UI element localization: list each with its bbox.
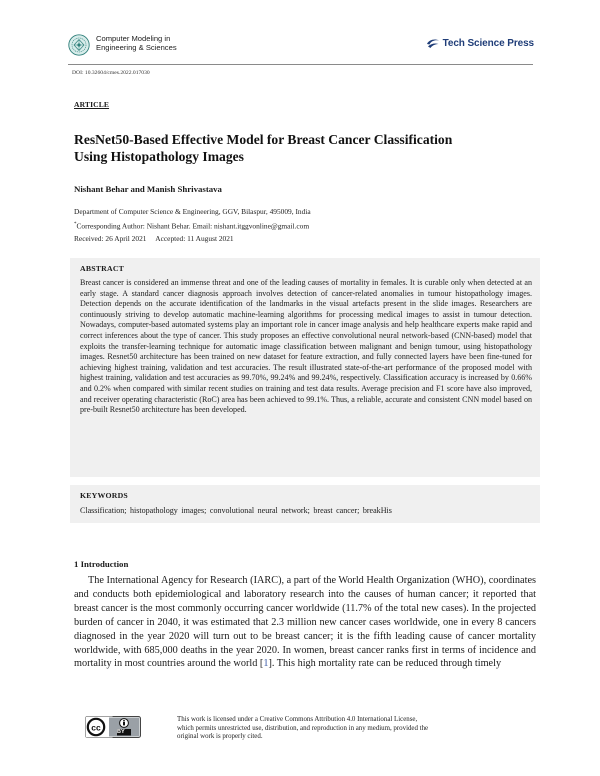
article-title: [74, 131, 544, 165]
cc-by-label: BY: [117, 729, 125, 735]
abstract-text: Breast cancer is considered an immense threat and one of the leading causes of mortality in females. It is curable only when detected at an early stage. A standard cancer diagnosis approach involves detection of cancer-related anomalies in tumour histopathology images. Detection depends on the accurate identification of the landmarks in the visual artefacts present in the slide images. Researchers are continuously striving to develop automatic machine-learning algorithms for processing medical images to assist in tumour detection. Nowadays, computer-based automated systems play an important role in cancer image analysis and help healthcare experts make rapid and correct inferences about the type of cancer. This study proposes an effective convolutional neural network-based (CNN-based) model that exploits the transfer-learning technique for automatic image classification between malignant and benign tumour, using histopathology images. Resnet50 architecture has been trained on new dataset for feature extraction, and fully connected layers have been fine-tuned for achieving highest training, validation and test accuracies. The result illustrated state-of-the-art performance of the proposed model with highest training, validation and test accuracies as 99.70%, 99.24% and 99.24%, respectively. Classification accuracy is increased by 0.66% and 0.2% when compared with similar recent studies on training and test data results. Average precision and F1 score have also improved, and receiver operating characteristic (RoC) area has been achieved to 99.1%. Thus, a reliable, accurate and consistent CNN model based on pre-built Resnet50 architecture has been developed.: [80, 278, 532, 415]
article-dates: Received: 26 April 2021 Accepted: 11 August 2021: [74, 234, 234, 243]
corresponding-author-text: Corresponding Author: Nishant Behar. Email: nishant.itggvonline@gmail.com: [76, 221, 310, 231]
journal-name: [96, 34, 177, 52]
keywords-text: Classification; histopathology images; convolutional neural network; breast cancer; breakHis: [80, 506, 392, 515]
creative-commons-by-icon: [85, 716, 141, 738]
publisher-name: Tech Science Press: [442, 38, 534, 49]
publisher-logo: [426, 38, 534, 49]
license-line3: original work is properly cited.: [177, 733, 263, 741]
license-line2: which permits unrestricted use, distribution, and reproduction in any medium, provided the: [177, 724, 429, 732]
journal-seal-icon: [68, 34, 90, 56]
citation-link[interactable]: 1: [263, 658, 269, 670]
keywords-box: [70, 485, 540, 523]
tech-science-press-logo-icon: [426, 38, 440, 49]
article-title-line1: ResNet50-Based Effective Model for Breast Cancer Classification: [74, 132, 453, 147]
doi-link[interactable]: DOI: 10.32604/cmes.2022.017030: [72, 70, 150, 76]
abstract-heading: ABSTRACT: [80, 264, 125, 273]
corresponding-mark: *: [74, 222, 77, 227]
svg-text:cc: cc: [91, 722, 101, 733]
section-heading-introduction: 1 Introduction: [74, 559, 129, 569]
license-line1: This work is licensed under a Creative Commons Attribution 4.0 International License,: [177, 716, 418, 723]
header-divider: [68, 64, 533, 65]
article-type-label: ARTICLE: [74, 100, 110, 109]
license-statement: [177, 716, 537, 742]
journal-name-line1: Computer Modeling in: [96, 34, 171, 43]
introduction-text-part1: The International Agency for Research (IARC), a part of the World Health Organization (WHO), coordinates and conducts both epidemiological and laboratory research into the causes of human cancer; it reported that breast cancer is the most commonly occurring cancer worldwide (11.7% of the total new cases). In the projected burden of cancer in 2040, it was estimated that 2.3 million new cancer cases worldwide, one in every 8 cancers diagnosed in the year 2020 will turn out to be breast cancer; it is the fifth leading cause of cancer mortality worldwide, with 685,000 deaths in the year 2020. In women, breast cancer ranks first in terms of incidence and mortality in most countries around the world [: [74, 575, 536, 670]
author-list: Nishant Behar and Manish Shrivastava: [74, 184, 222, 194]
keywords-heading: KEYWORDS: [80, 491, 128, 500]
introduction-paragraph: [74, 574, 536, 671]
affiliation: Department of Computer Science & Engineering, GGV, Bilaspur, 495009, India: [74, 207, 311, 216]
article-title-line2: Using Histopathology Images: [74, 149, 244, 164]
introduction-text-part2: ]. This high mortality rate can be reduced through timely: [268, 658, 502, 670]
corresponding-author: [74, 220, 544, 231]
journal-name-line2: Engineering & Sciences: [96, 43, 177, 52]
